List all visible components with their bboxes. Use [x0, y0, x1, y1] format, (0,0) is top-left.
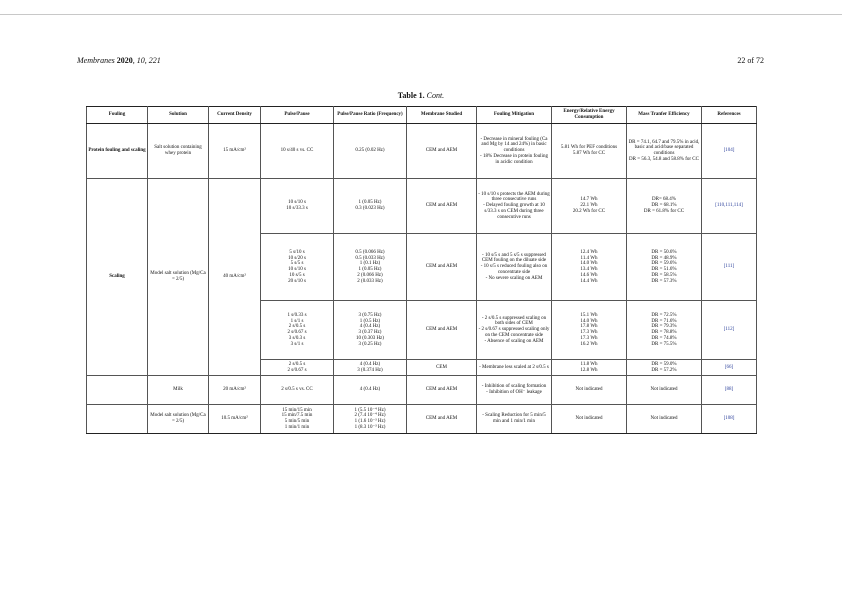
- col-header-current-density: Current Density: [209, 107, 261, 124]
- cell-solution: Salt solution containing whey protein: [148, 124, 209, 179]
- cell-membrane: CEM and AEM: [407, 376, 477, 405]
- col-header-membrane: Membrane Studied: [407, 107, 477, 124]
- cell-current: 15 mA/cm²: [209, 124, 261, 179]
- col-header-efficiency: Mass Tranfer Efficiency: [627, 107, 702, 124]
- cell-ratio: 4 (0.4 Hz) 3 (0.374 Hz): [334, 360, 407, 376]
- cell-solution: Model salt solution (Mg/Ca = 2/5): [148, 405, 209, 434]
- cell-energy: 5.81 Wh for PEF conditions 5.87 Wh for CC: [552, 124, 627, 179]
- cell-efficiency: DR = 50.6% DR = 48.9% DR = 59.6% DR = 51.6% DR = 58.5% DR = 57.3%: [627, 234, 702, 301]
- table-caption: Table 1. Cont.: [397, 91, 445, 100]
- cell-mitigation: - Scaling Reduction for 5 min/5 min and 1 min/1 min: [477, 405, 552, 434]
- table-row: [87, 405, 757, 434]
- reference-link[interactable]: [111]: [702, 234, 757, 301]
- cell-membrane: CEM and AEM: [407, 405, 477, 434]
- cell-mitigation: - Membrane less scaled at 2 s/0.5 s: [477, 360, 552, 376]
- top-rule: [0, 14, 842, 15]
- col-header-fouling: Fouling: [87, 107, 148, 124]
- cell-ratio: 0.25 (0.02 Hz): [334, 124, 407, 179]
- cell-pulse: 10 s/40 s vs. CC: [261, 124, 334, 179]
- cell-energy: Not indicated: [552, 405, 627, 434]
- col-header-references: References: [702, 107, 757, 124]
- pulsed-electric-field-table: [86, 106, 757, 434]
- cell-fouling: Protein fouling and scaling: [87, 124, 148, 179]
- reference-link[interactable]: [88]: [702, 376, 757, 405]
- cell-energy: 15.1 Wh 14.0 Wh 17.8 Wh 17.3 Wh 17.3 Wh 16.2 Wh: [552, 301, 627, 360]
- cell-energy: 11.8 Wh 12.8 Wh: [552, 360, 627, 376]
- cell-membrane: CEM and AEM: [407, 124, 477, 179]
- cell-mitigation: - Decrease in mineral fouling (Ca and Mg by 14 and 24%) in basic conditions - 18% Decrease in protein fouling in acidic condition: [477, 124, 552, 179]
- reference-link[interactable]: [112]: [702, 301, 757, 360]
- cell-efficiency: Not indicated: [627, 376, 702, 405]
- cell-pulse: 10 s/10 s 10 s/33.3 s: [261, 179, 334, 234]
- cell-pulse: 5 s/10 s 10 s/20 s 5 s/5 s 10 s/10 s 10 s/5 s 20 s/10 s: [261, 234, 334, 301]
- cell-energy: Not indicated: [552, 376, 627, 405]
- reference-link[interactable]: [108]: [702, 405, 757, 434]
- cell-ratio: 4 (0.4 Hz): [334, 376, 407, 405]
- cell-mitigation: - 2 s/0.5 s suppressed scaling on both sides of CEM - 2 s/0.67 s suppressed scaling only on the CEM concentrate side - Absence of scaling on AEM: [477, 301, 552, 360]
- cell-ratio: 1 (5.5 10⁻⁴ Hz) 2 (7.4 10⁻⁴ Hz) 1 (1.6 10⁻³ Hz) 1 (8.3 10⁻³ Hz): [334, 405, 407, 434]
- cell-mitigation: - 10 s/5 s and 5 s/5 s suppressed CEM fouling on the diluate side - 10 s/5 s reduced fouling also on concentrate side - No severe scaling on AEM: [477, 234, 552, 301]
- table-header-row: [87, 107, 757, 124]
- cell-efficiency: DR = 74.1, 64.7 and 79.5% in acid, basic and acid/base separated conditions DR = 56.3, 54.8 and 58.8% for CC: [627, 124, 702, 179]
- cell-solution: Milk: [148, 376, 209, 405]
- page-number: 22 of 72: [737, 56, 764, 65]
- cell-energy: 12.4 Wh 11.4 Wh 14.0 Wh 13.4 Wh 14.6 Wh 14.4 Wh: [552, 234, 627, 301]
- reference-link[interactable]: [66]: [702, 360, 757, 376]
- cell-ratio: 0.5 (0.066 Hz) 0.5 (0.033 Hz) 1 (0.1 Hz) 1 (0.05 Hz) 2 (0.066 Hz) 2 (0.033 Hz): [334, 234, 407, 301]
- cell-fouling-empty: [87, 405, 148, 434]
- cell-solution: Model salt solution (Mg/Ca = 2/5): [148, 179, 209, 376]
- col-header-energy: Energy/Relative Energy Consumption: [552, 107, 627, 124]
- cell-fouling-empty: [87, 376, 148, 405]
- col-header-solution: Solution: [148, 107, 209, 124]
- cell-ratio: 1 (0.05 Hz) 0.3 (0.023 Hz): [334, 179, 407, 234]
- cell-membrane: CEM and AEM: [407, 234, 477, 301]
- cell-pulse: 1 s/0.33 s 1 s/1 s 2 s/0.5 s 2 s/0.67 s 3 s/0.3 s 3 s/1 s: [261, 301, 334, 360]
- cell-energy: 14.7 Wh 22.1 Wh 20.2 Wh for CC: [552, 179, 627, 234]
- cell-membrane: CEM and AEM: [407, 301, 477, 360]
- running-header-citation: Membranes 2020, 10, 221: [77, 56, 161, 65]
- col-header-pulse-pause: Pulse/Pause: [261, 107, 334, 124]
- cell-current: 10.5 mA/cm²: [209, 405, 261, 434]
- cell-efficiency: DR= 68.4% DR = 68.1% DR = 61.8% for CC: [627, 179, 702, 234]
- cell-mitigation: - Inhibition of scaling formation - Inhibition of OH⁻ leakage: [477, 376, 552, 405]
- cell-efficiency: Not indicated: [627, 405, 702, 434]
- cell-efficiency: DR = 59.0% DR = 57.2%: [627, 360, 702, 376]
- cell-current: 40 mA/cm²: [209, 179, 261, 376]
- col-header-mitigation: Fouling Mitigation: [477, 107, 552, 124]
- col-header-ratio: Pulse/Pause Ratio (Frequency): [334, 107, 407, 124]
- cell-pulse: 2 s/0.5 s vs. CC: [261, 376, 334, 405]
- cell-membrane: CEM: [407, 360, 477, 376]
- cell-pulse: 15 min/15 min 15 min/7.5 min 5 min/5 min 1 min/1 min: [261, 405, 334, 434]
- table-row: [87, 179, 757, 234]
- reference-link[interactable]: [110,111,114]: [702, 179, 757, 234]
- cell-efficiency: DR = 72.5% DR = 71.6% DR = 79.3% DR = 78.8% DR = 74.8% DR = 75.5%: [627, 301, 702, 360]
- cell-current: 20 mA/cm²: [209, 376, 261, 405]
- cell-membrane: CEM and AEM: [407, 179, 477, 234]
- reference-link[interactable]: [104]: [702, 124, 757, 179]
- cell-ratio: 3 (0.75 Hz) 1 (0.5 Hz) 4 (0.4 Hz) 3 (0.37 Hz) 10 (0.303 Hz) 3 (0.25 Hz): [334, 301, 407, 360]
- cell-mitigation: - 10 s/10 s protects the AEM during three consecutive runs - Delayed fouling growth at 10 s/33.3 s on CEM during three consecutive runs: [477, 179, 552, 234]
- cell-fouling-scaling: Scaling: [87, 179, 148, 376]
- table-row: [87, 124, 757, 179]
- table-row: [87, 376, 757, 405]
- cell-pulse: 2 s/0.5 s 2 s/0.67 s: [261, 360, 334, 376]
